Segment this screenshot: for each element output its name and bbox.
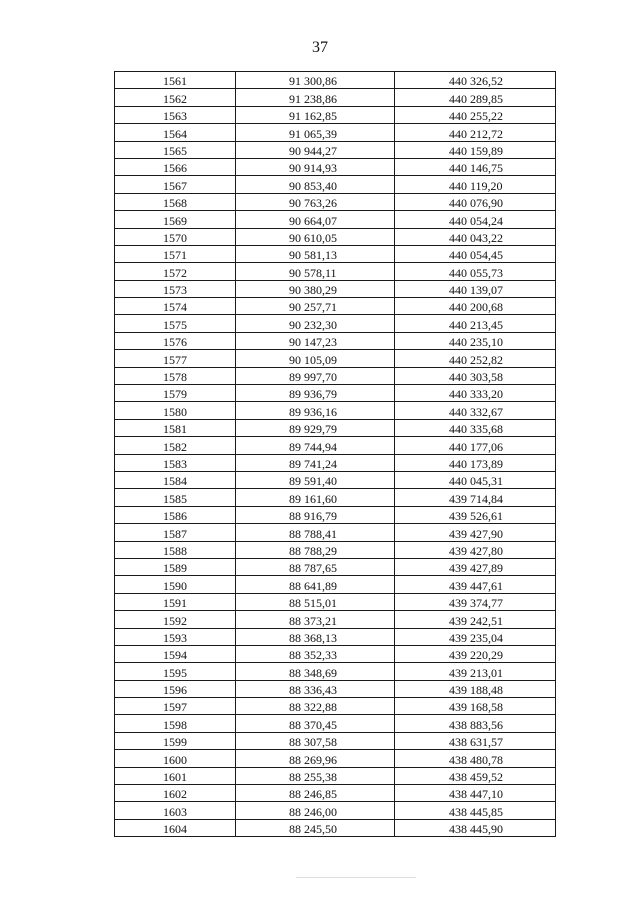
y-coordinate-cell: 440 252,82 [395,350,556,367]
table-row [115,228,556,245]
table-row [115,193,556,210]
point-number-cell: 1564 [115,124,236,141]
x-coordinate-cell: 89 997,70 [236,367,395,384]
scan-edge-line [296,877,416,878]
point-number-cell: 1604 [115,819,236,836]
y-coordinate-cell: 440 054,45 [395,245,556,262]
point-number-cell: 1585 [115,489,236,506]
y-coordinate-cell: 440 332,67 [395,402,556,419]
x-coordinate-cell: 90 610,05 [236,228,395,245]
point-number-cell: 1568 [115,193,236,210]
y-coordinate-cell: 440 289,85 [395,89,556,106]
point-number-cell: 1581 [115,419,236,436]
table-row [115,645,556,662]
y-coordinate-cell: 439 220,29 [395,645,556,662]
x-coordinate-cell: 89 929,79 [236,419,395,436]
y-coordinate-cell: 439 374,77 [395,593,556,610]
x-coordinate-cell: 88 373,21 [236,611,395,628]
table-row [115,437,556,454]
x-coordinate-cell: 88 307,58 [236,732,395,749]
point-number-cell: 1588 [115,541,236,558]
x-coordinate-cell: 88 322,88 [236,698,395,715]
point-number-cell: 1596 [115,680,236,697]
x-coordinate-cell: 88 787,65 [236,558,395,575]
x-coordinate-cell: 89 936,16 [236,402,395,419]
x-coordinate-cell: 89 744,94 [236,437,395,454]
page-number: 37 [312,39,328,56]
y-coordinate-cell: 439 242,51 [395,611,556,628]
table-row [115,419,556,436]
x-coordinate-cell: 88 336,43 [236,680,395,697]
point-number-cell: 1583 [115,454,236,471]
table-row [115,89,556,106]
table-row [115,280,556,297]
coordinates-table [114,71,556,837]
y-coordinate-cell: 440 212,72 [395,124,556,141]
table-row [115,106,556,123]
x-coordinate-cell: 90 581,13 [236,245,395,262]
x-coordinate-cell: 88 370,45 [236,715,395,732]
y-coordinate-cell: 439 235,04 [395,628,556,645]
table-row [115,245,556,262]
point-number-cell: 1601 [115,767,236,784]
x-coordinate-cell: 90 853,40 [236,176,395,193]
table-row [115,141,556,158]
x-coordinate-cell: 88 916,79 [236,506,395,523]
table-row [115,802,556,819]
point-number-cell: 1578 [115,367,236,384]
table-row [115,715,556,732]
table-row [115,732,556,749]
y-coordinate-cell: 440 045,31 [395,471,556,488]
table-row [115,524,556,541]
y-coordinate-cell: 438 883,56 [395,715,556,732]
table-row [115,471,556,488]
table-row [115,298,556,315]
point-number-cell: 1602 [115,785,236,802]
x-coordinate-cell: 90 664,07 [236,211,395,228]
point-number-cell: 1574 [115,298,236,315]
table-row [115,750,556,767]
y-coordinate-cell: 440 303,58 [395,367,556,384]
table-row [115,611,556,628]
y-coordinate-cell: 440 054,24 [395,211,556,228]
x-coordinate-cell: 89 936,79 [236,385,395,402]
point-number-cell: 1599 [115,732,236,749]
y-coordinate-cell: 438 480,78 [395,750,556,767]
x-coordinate-cell: 91 238,86 [236,89,395,106]
point-number-cell: 1579 [115,385,236,402]
point-number-cell: 1572 [115,263,236,280]
point-number-cell: 1582 [115,437,236,454]
y-coordinate-cell: 438 445,85 [395,802,556,819]
y-coordinate-cell: 440 043,22 [395,228,556,245]
point-number-cell: 1580 [115,402,236,419]
x-coordinate-cell: 88 246,85 [236,785,395,802]
table-row [115,819,556,836]
x-coordinate-cell: 91 162,85 [236,106,395,123]
point-number-cell: 1597 [115,698,236,715]
y-coordinate-cell: 440 255,22 [395,106,556,123]
y-coordinate-cell: 440 159,89 [395,141,556,158]
x-coordinate-cell: 90 147,23 [236,332,395,349]
table-row [115,332,556,349]
point-number-cell: 1593 [115,628,236,645]
y-coordinate-cell: 439 427,89 [395,558,556,575]
y-coordinate-cell: 439 447,61 [395,576,556,593]
x-coordinate-cell: 90 257,71 [236,298,395,315]
point-number-cell: 1594 [115,645,236,662]
x-coordinate-cell: 90 763,26 [236,193,395,210]
x-coordinate-cell: 90 232,30 [236,315,395,332]
table-row [115,158,556,175]
y-coordinate-cell: 439 188,48 [395,680,556,697]
table-row [115,558,556,575]
y-coordinate-cell: 440 333,20 [395,385,556,402]
y-coordinate-cell: 440 146,75 [395,158,556,175]
x-coordinate-cell: 88 246,00 [236,802,395,819]
y-coordinate-cell: 440 213,45 [395,315,556,332]
point-number-cell: 1569 [115,211,236,228]
table-row [115,176,556,193]
x-coordinate-cell: 88 352,33 [236,645,395,662]
point-number-cell: 1561 [115,72,236,89]
table-row [115,506,556,523]
x-coordinate-cell: 88 255,38 [236,767,395,784]
y-coordinate-cell: 440 200,68 [395,298,556,315]
x-coordinate-cell: 91 065,39 [236,124,395,141]
point-number-cell: 1603 [115,802,236,819]
x-coordinate-cell: 88 269,96 [236,750,395,767]
x-coordinate-cell: 90 944,27 [236,141,395,158]
point-number-cell: 1563 [115,106,236,123]
point-number-cell: 1567 [115,176,236,193]
table-row [115,628,556,645]
x-coordinate-cell: 88 368,13 [236,628,395,645]
x-coordinate-cell: 89 591,40 [236,471,395,488]
y-coordinate-cell: 440 335,68 [395,419,556,436]
table-row [115,211,556,228]
table-row [115,785,556,802]
table-row [115,593,556,610]
point-number-cell: 1595 [115,663,236,680]
y-coordinate-cell: 438 459,52 [395,767,556,784]
table-row [115,663,556,680]
point-number-cell: 1591 [115,593,236,610]
y-coordinate-cell: 438 445,90 [395,819,556,836]
x-coordinate-cell: 88 641,89 [236,576,395,593]
y-coordinate-cell: 440 235,10 [395,332,556,349]
table-row [115,680,556,697]
point-number-cell: 1562 [115,89,236,106]
y-coordinate-cell: 439 213,01 [395,663,556,680]
table-row [115,541,556,558]
y-coordinate-cell: 440 139,07 [395,280,556,297]
point-number-cell: 1571 [115,245,236,262]
point-number-cell: 1576 [115,332,236,349]
point-number-cell: 1589 [115,558,236,575]
point-number-cell: 1570 [115,228,236,245]
table-row [115,698,556,715]
x-coordinate-cell: 90 578,11 [236,263,395,280]
point-number-cell: 1600 [115,750,236,767]
table-row [115,385,556,402]
y-coordinate-cell: 439 427,90 [395,524,556,541]
point-number-cell: 1592 [115,611,236,628]
x-coordinate-cell: 88 515,01 [236,593,395,610]
point-number-cell: 1577 [115,350,236,367]
x-coordinate-cell: 88 788,41 [236,524,395,541]
point-number-cell: 1584 [115,471,236,488]
table-row [115,263,556,280]
table-row [115,767,556,784]
point-number-cell: 1587 [115,524,236,541]
y-coordinate-cell: 440 326,52 [395,72,556,89]
table-row [115,402,556,419]
table-row [115,350,556,367]
y-coordinate-cell: 439 168,58 [395,698,556,715]
point-number-cell: 1598 [115,715,236,732]
x-coordinate-cell: 90 105,09 [236,350,395,367]
x-coordinate-cell: 88 788,29 [236,541,395,558]
y-coordinate-cell: 439 526,61 [395,506,556,523]
x-coordinate-cell: 90 914,93 [236,158,395,175]
y-coordinate-cell: 438 447,10 [395,785,556,802]
point-number-cell: 1573 [115,280,236,297]
point-number-cell: 1565 [115,141,236,158]
table-row [115,489,556,506]
y-coordinate-cell: 440 173,89 [395,454,556,471]
point-number-cell: 1586 [115,506,236,523]
x-coordinate-cell: 89 741,24 [236,454,395,471]
point-number-cell: 1566 [115,158,236,175]
y-coordinate-cell: 439 427,80 [395,541,556,558]
table-row [115,576,556,593]
y-coordinate-cell: 440 076,90 [395,193,556,210]
table-row [115,315,556,332]
table-row [115,367,556,384]
table-row [115,72,556,89]
y-coordinate-cell: 440 119,20 [395,176,556,193]
x-coordinate-cell: 88 348,69 [236,663,395,680]
table-row [115,124,556,141]
y-coordinate-cell: 439 714,84 [395,489,556,506]
y-coordinate-cell: 440 177,06 [395,437,556,454]
x-coordinate-cell: 91 300,86 [236,72,395,89]
coordinates-table-body [115,72,556,837]
y-coordinate-cell: 438 631,57 [395,732,556,749]
table-row [115,454,556,471]
x-coordinate-cell: 90 380,29 [236,280,395,297]
point-number-cell: 1575 [115,315,236,332]
y-coordinate-cell: 440 055,73 [395,263,556,280]
x-coordinate-cell: 89 161,60 [236,489,395,506]
x-coordinate-cell: 88 245,50 [236,819,395,836]
point-number-cell: 1590 [115,576,236,593]
